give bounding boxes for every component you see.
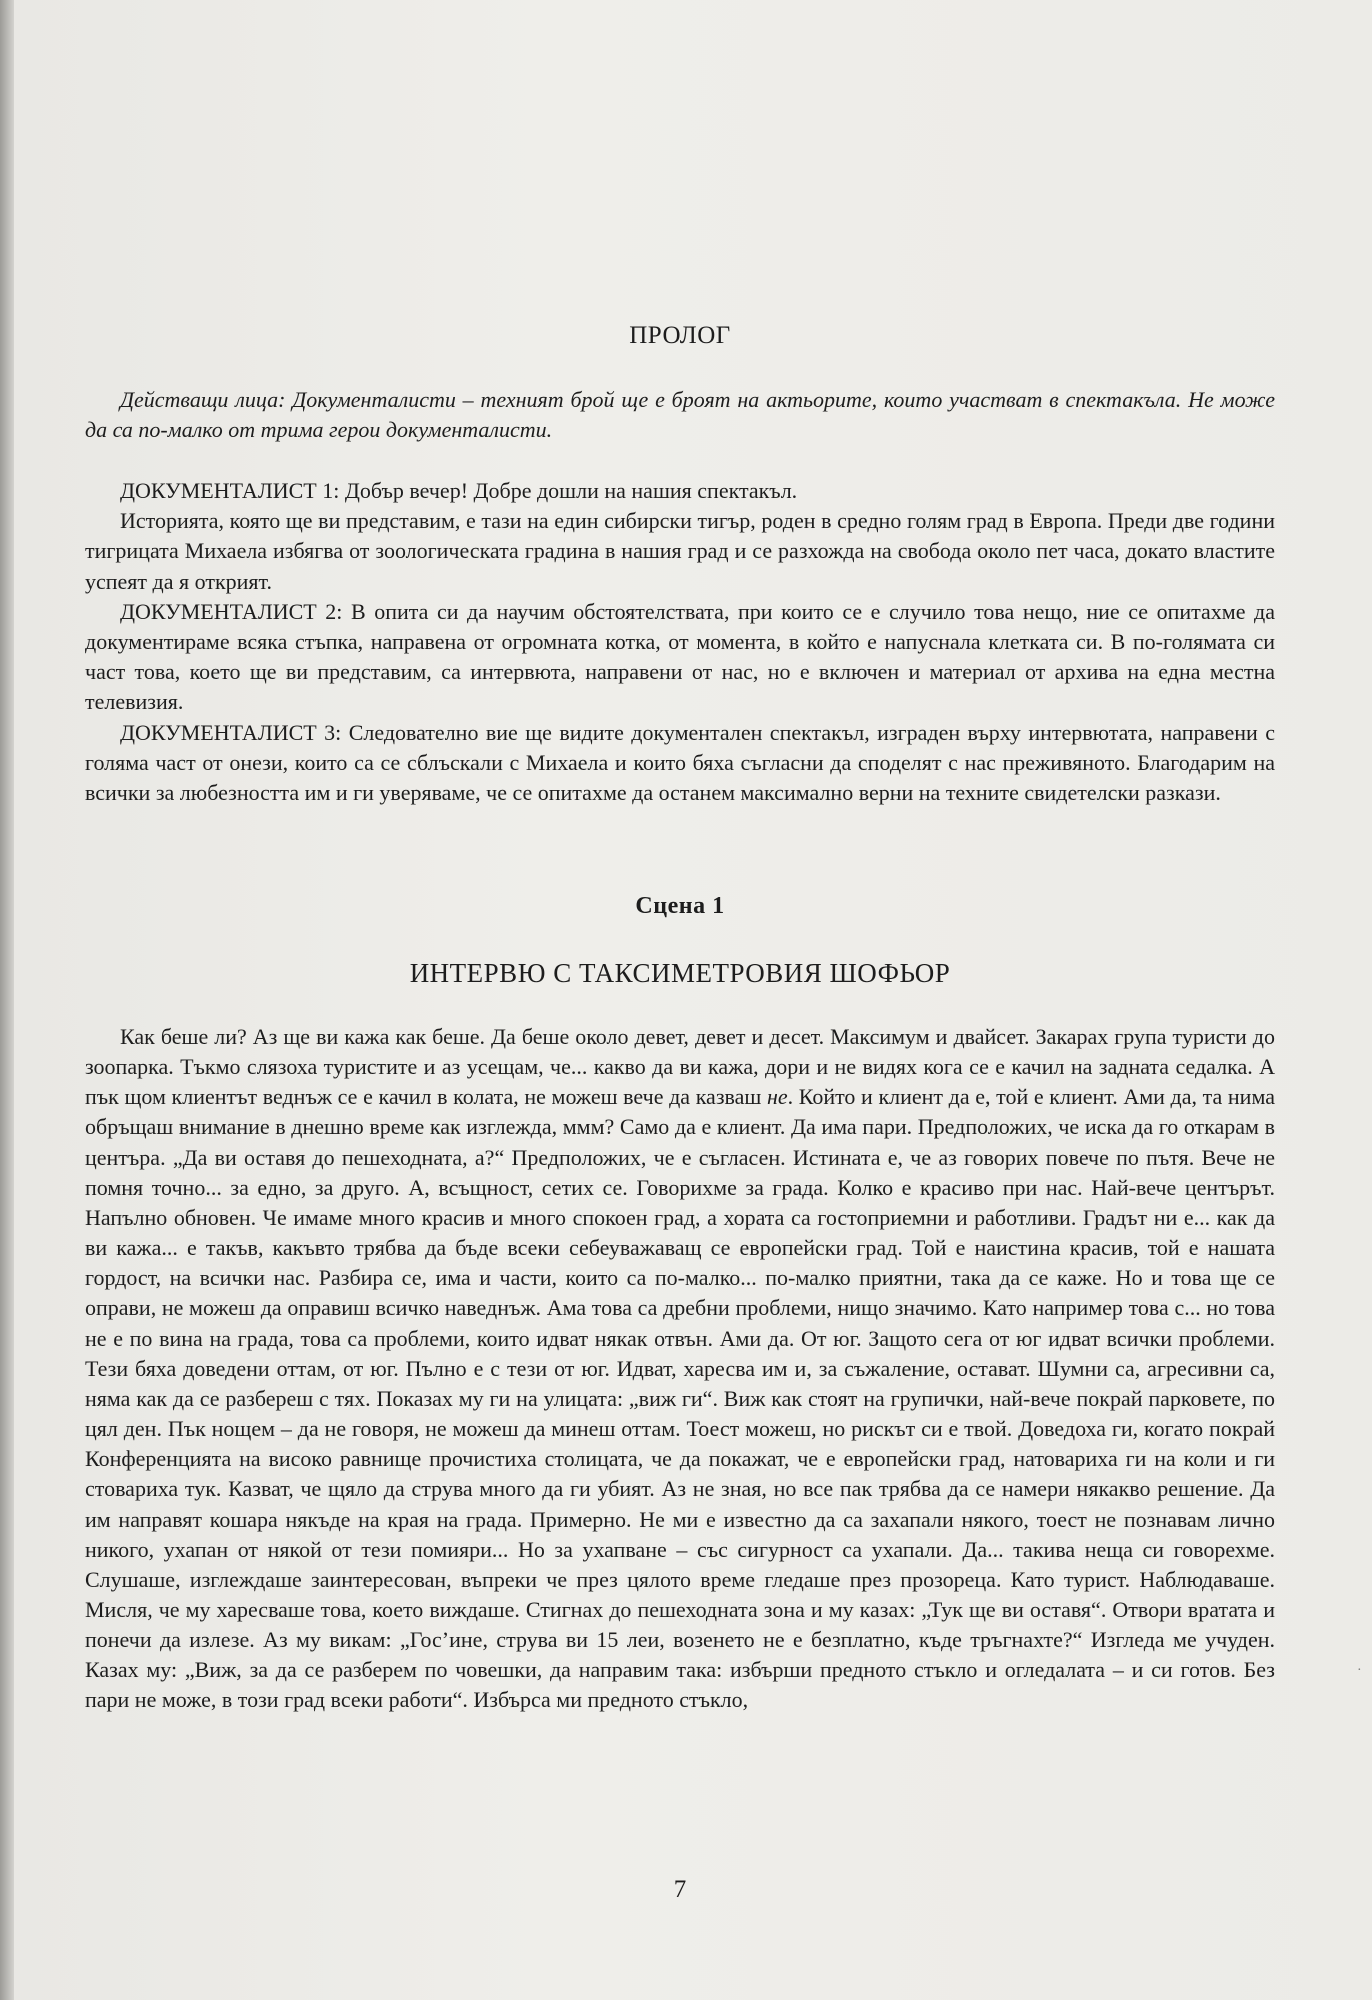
scene-title: ИНТЕРВЮ С ТАКСИМЕТРОВИЯ ШОФЬОР [409,958,951,988]
prologue-paragraph-1: ДОКУМЕНТАЛИСТ 1: Добър вечер! Добре дошли на нашия спектакъл. [120,478,798,503]
interview-text-part-1: Как беше ли? Аз ще ви кажа как беше. Да беше около девет, девет и десет. Максимум и двайсет. Закарах група туристи до зоопарка. Тъкмо слязоха туристите и аз усещам, че... какво да ви кажа, дори и не видях кога се е качил на задната седалка. А пък щом клиентът веднъж се е качил в колата, не можеш вече да казваш [85,1024,1275,1110]
cast-paragraph: Действащи лица: Документалисти – техният брой ще е броят на актьорите, които участват в спектакъла. Не може да са по-малко от трима герои документалисти. [85,387,1275,443]
scene-label: Сцена 1 [635,893,725,919]
prologue-heading: ПРОЛОГ [629,322,731,349]
interview-text [85,1022,1275,1716]
interview-paragraph [85,1022,1275,1716]
prologue-paragraph-2: Историята, която ще ви представим, е тази на един сибирски тигър, роден в средно голям град в Европа. Преди две години тигрицата Михаела избягва от зоологическата градина в нашия град и се разхожда на свобода около пет часа, докато властите успеят да я открият. [85,508,1275,594]
prologue-text [85,476,1275,808]
margin-mark: · [1357,1663,1362,1678]
page-number: 7 [673,1876,687,1903]
interview-text-part-2: . Който и клиент да е, той е клиент. Ами да, та нима обръщаш внимание в днешно време как изглежда, ммм? Само да е клиент. Да има пари. Предположих, че иска да го откарам в центъра. „Да ви оставя до пешеходната, а?“ Предположих, че е съгласен. Истината е, че аз говорих повече по пътя. Вече не помня точно... за едно, за друго. А, всъщност, сетих се. Говорихме за града. Колко е красиво при нас. Най-вече центърът. Напълно обновен. Че имаме много красив и много спокоен град, а хората са гостоприемни и работливи. Градът ни е... как да ви кажа... е такъв, какъвто трябва да бъде всеки себеуважаващ се европейски град. Той е наистина красив, той е нашата гордост, на всички нас. Разбира се, има и части, които са по-малко... по-малко приятни, така да се каже. Но и това ще се оправи, не можеш да оправиш всичко наведнъж. Ама това са дребни проблеми, нищо значимо. Като например това с... но това не е по вина на града, това са проблеми, които идват някак отвън. Ами да. От юг. Защото сега от юг идват всички проблеми. Тези бяха доведени оттам, от юг. Пълно е с тези от юг. Идват, харесва им и, за съжаление, остават. Шумни са, агресивни са, няма как да се разбереш с тях. Показах му ги на улицата: „виж ги“. Виж как стоят на групички, най-вече покрай парковете, по цял ден. Пък нощем – да не говоря, не можеш да минеш оттам. Тоест можеш, но рискът си е твой. Доведоха ги, когато покрай Конференцията на високо равнище прочистиха столицата, че да покажат, че е европейски град, натовариха ги на коли и ги стовариха тук. Казват, че щяло да струва много да ги убият. Аз не зная, но все пак трябва да се намери някакво решение. Да им направят кошара някъде на края на града. Примерно. Не ми е известно да са захапали някого, тоест не познавам лично никого, ухапан от някой от тези помияри... Но за ухапване – със сигурност са ухапали. Да... такива неща си говорехме. Слушаше, изглеждаше заинтересован, въпреки че през цялото време гледаше през прозореца. Като турист. Наблюдаваше. Мисля, че му харесваше това, което виждаше. Стигнах до пешеходната зона и му казах: „Тук ще ви оставя“. Отвори вратата и понечи да излезе. Аз му викам: „Гос’ине, струва ви 15 леи, возенето не е безплатно, къде тръгнахте?“ Изгледа ме учуден. Казах му: „Виж, за да се разберем по човешки, да направим така: избърши предното стъкло и огледалата – и си готов. Без пари не може, в този град всеки работи“. Избърса ми предното стъкло, [85,1084,1275,1713]
interview-italic-word: не [766,1084,788,1110]
prologue-paragraph-3: ДОКУМЕНТАЛИСТ 2: В опита си да научим обстоятелствата, при които се е случило това нещо, ние се опитахме да документираме всяка стъпка, направена от огромната котка, от момента, в който е напуснала клетката си. В по-голямата си част това, което ще ви представим, са интервюта, направени от нас, но е включен и материал от архива на една местна телевизия. [85,598,1275,715]
prologue-paragraph-4: ДОКУМЕНТАЛИСТ 3: Следователно вие ще видите документален спектакъл, изграден върху интервютата, направени с голяма част от онези, които са се сблъскали с Михаела и които бяха съгласни да споделят с нас преживяното. Благодарим на всички за любезността им и ги уверяваме, че се опитахме да останем максимално верни на техните свидетелски разкази. [85,719,1275,806]
page-spine-shadow [0,0,14,2000]
cast-description [85,385,1275,445]
